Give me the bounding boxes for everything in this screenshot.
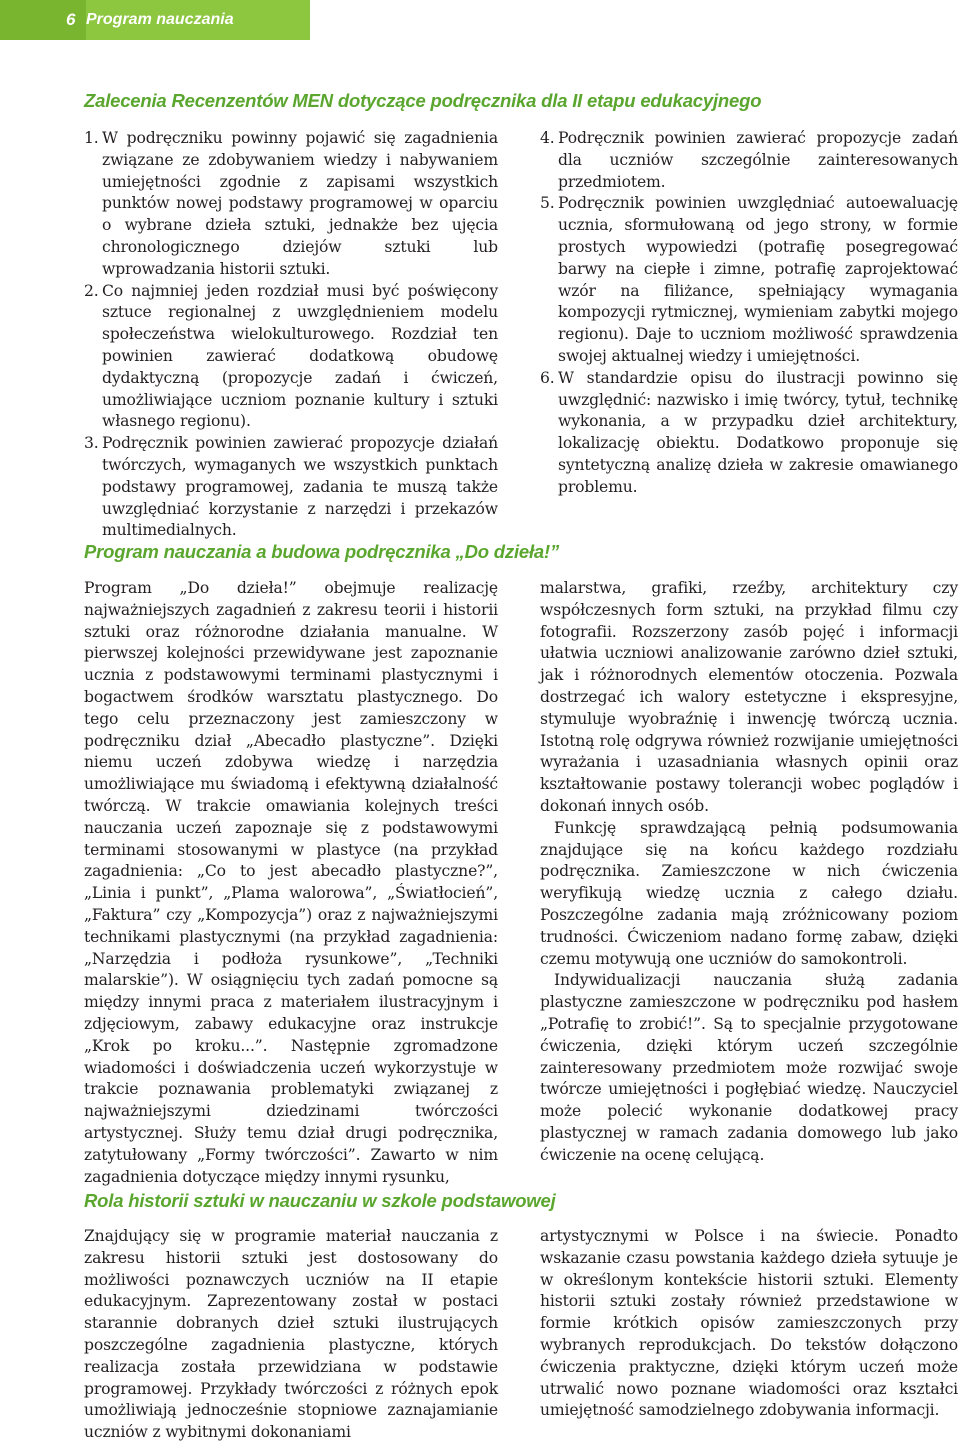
list-number: 2. [84,281,99,300]
list-number: 1. [84,129,99,147]
list-number: 5. [540,194,555,213]
list-item [540,128,958,193]
list-text: Podręcznik powinien zawierać propozycje zadań dla uczniów szczególnie zainteresowanych przedmiotem. [558,129,958,191]
list-number: 3. [84,434,99,453]
paragraph: Znajdujący się w programie materiał nauczania z zakresu historii sztuki jest dostosowany do możliwości poznawczych uczniów na II etapie edukacyjnym. Zaprezentowany został w postaci starannie dobranych dzieł sztuki ilustrujących poszczególne zagadnienia plastyczne, których realizacja została przewidziana w podstawie programowej. Przykłady twórczości z różnych epok umożliwiają jednocześnie stopniowe zaznajamianie uczniów z wybitnymi dokonaniami [84,1227,498,1442]
program-structure-left-column [84,578,498,1188]
list-number: 6. [540,368,555,387]
list-item [84,128,498,281]
list-item [84,433,498,542]
paragraph: malarstwa, grafiki, rzeźby, architektury czy współczesnych form sztuki, na przykład filmu czy fotografii. Rozszerzony zasób pojęć i informacji ułatwia uczniowi analizowanie zarówno dzieł sztuki, jak i różnorodnych elementów otoczenia. Pozwala dostrzegać ich walory estetyczne i ekspresyjne, stymuluje wyobraźnię i inwencję twórczą ucznia. Istotną rolę odgrywa również rozwijanie umiejętności wyrażania i uzasadniania własnych opinii oraz kształtowanie postawy tolerancji wobec poglądów i dokonań innych osób. [540,579,958,815]
list-text: W podręczniku powinny pojawić się zagadnienia związane ze zdobywaniem wiedzy i nabywaniem umiejętności zgodnie z zapisami wszystkich punktów nowej podstawy programowej w oparciu o wybrane dzieła sztuki, jednakże bez ujęcia chronologicznego dziejów sztuki lub wprowadzania historii sztuki. [102,129,498,278]
section-title-program-structure: Program nauczania a budowa podręcznika „Do dzieła!” [84,541,560,562]
list-text: Co najmniej jeden rozdział musi być poświęcony sztuce regionalnej z uwzględnieniem modelu społeczeństwa wielokulturowego. Rozdział ten powinien zawierać dodatkową obudowę dydaktyczną (propozycje zadań i ćwiczeń, umożliwiające uczniom poznanie kultury i sztuki własnego regionu). [102,281,498,431]
paragraph: artystycznymi w Polsce i na świecie. Ponadto wskazanie czasu powstania każdego dzieła sytuuje je w określonym kontekście historii sztuki. Elementy historii sztuki zostały również przedstawione w formie krótkich opisów zamieszczonych przy wybranych reprodukcjach. Do tekstów dołączono ćwiczenia praktyczne, dzięki którym uczeń może utrwalić nowo poznane wiadomości oraz kształci umiejętność samodzielnego zdobywania informacji. [540,1227,958,1420]
art-history-right-column [540,1226,958,1422]
list-text: Podręcznik powinien zawierać propozycje działań twórczych, wymaganych we wszystkich punktach podstawy programowej, zadania te muszą także uwzględniać korzystanie z narzędzi i przekazów multimedialnych. [102,434,498,540]
list-number: 4. [540,129,555,147]
recommendations-left-column [84,128,498,542]
list-item [540,193,958,367]
list-text: Podręcznik powinien uwzględniać autoewaluację ucznia, sformułowaną od jego strony, w formie prostych wypowiedzi (potrafię posegregować barwy na ciepłe i zimne, potrafię zaprojektować wzór na filiżance, spełniający wymagania kompozycji rytmicznej, wymieniam zabytki mojego regionu). Daje to uczniom możliwość sprawdzenia swojej aktualnej wiedzy i umiejętności. [558,194,958,365]
list-item [84,281,498,434]
recommendations-right-column [540,128,958,499]
paragraph: Funkcję sprawdzającą pełnią podsumowania znajdujące się na końcu każdego rozdziału podręcznika. Zamieszczone w nich ćwiczenia weryfikują wiedzę ucznia z całego działu. Poszczególne zadania mają zróżnicowany poziom trudności. Ćwiczeniom nadano formę zabaw, dzięki czemu motywują one uczniów do samokontroli. [540,818,958,968]
header-title: Program nauczania [86,11,234,28]
section-title-recommendations: Zalecenia Recenzentów MEN dotyczące podręcznika dla II etapu edukacyjnego [84,90,762,111]
section-title-art-history: Rola historii sztuki w nauczaniu w szkole podstawowej [84,1190,556,1211]
program-structure-right-column [540,578,958,1167]
list-item [540,368,958,499]
list-text: W standardzie opisu do ilustracji powinno się uwzględnić: nazwisko i imię twórcy, tytuł, technikę wykonania, a w przypadku dzieł architektury, lokalizację obiektu. Dodatkowo proponuje się syntetyczną analizę dzieła w zakresie omawianego problemu. [558,368,958,496]
paragraph: Indywidualizacji nauczania służą zadania plastyczne zamieszczone w podręczniku pod hasłem „Potrafię to zrobić!”. Są to specjalnie przygotowane ćwiczenia, dzięki którym uczeń szczególnie zainteresowany przedmiotem może rozwijać swoje twórcze umiejętności i pogłębiać wiedzę. Nauczyciel może polecić wykonanie dodatkowej pracy plastycznej w ramach zadania domowego lub jako ćwiczenie na ocenę celującą. [540,971,958,1164]
art-history-left-column [84,1226,498,1444]
header-bar [0,0,310,40]
page-number: 6 [66,10,76,29]
paragraph: Program „Do dzieła!” obejmuje realizację najważniejszych zagadnień z zakresu teorii i historii sztuki oraz różnorodne działania manualne. W pierwszej kolejności przewidywane jest zapoznanie ucznia z podstawowymi terminami plastycznymi i bogactwem środków warsztatu plastycznego. Do tego celu przeznaczony jest zamieszczony w podręczniku dział „Abecadło plastyczne”. Dzięki niemu uczeń zdobywa wiedzę i narzędzia umożliwiające mu świadomą i efektywną działalność twórczą. W trakcie omawiania kolejnych treści nauczania uczeń zapoznaje się z podstawowymi terminami stosowanymi w plastyce (na przykład zagadnienia: „Co to jest abecadło plastyczne?”, „Linia i punkt”, „Plama walorowa”, „Światłocień”, „Faktura” czy „Kompozycja”) oraz z najważniejszymi technikami plastycznymi (na przykład zagadnienia: „Narzędzia i podłoża rysunkowe”, „Techniki malarskie”). W osiągnięciu tych zadań pomocne są między innymi praca z materiałem ilustracyjnym i zdjęciowym, zabawy edukacyjne oraz instrukcje „Krok po kroku...”. Następnie zgromadzone wiadomości i doświadczenia uczeń wykorzystuje w trakcie poznawania problematyki związanej z najważniejszymi dziedzinami twórczości artystycznej. Służy temu dział drugi podręcznika, zatytułowany „Formy twórczości”. Zawarto w nim zagadnienia dotyczące między innymi rysunku, [84,579,498,1186]
